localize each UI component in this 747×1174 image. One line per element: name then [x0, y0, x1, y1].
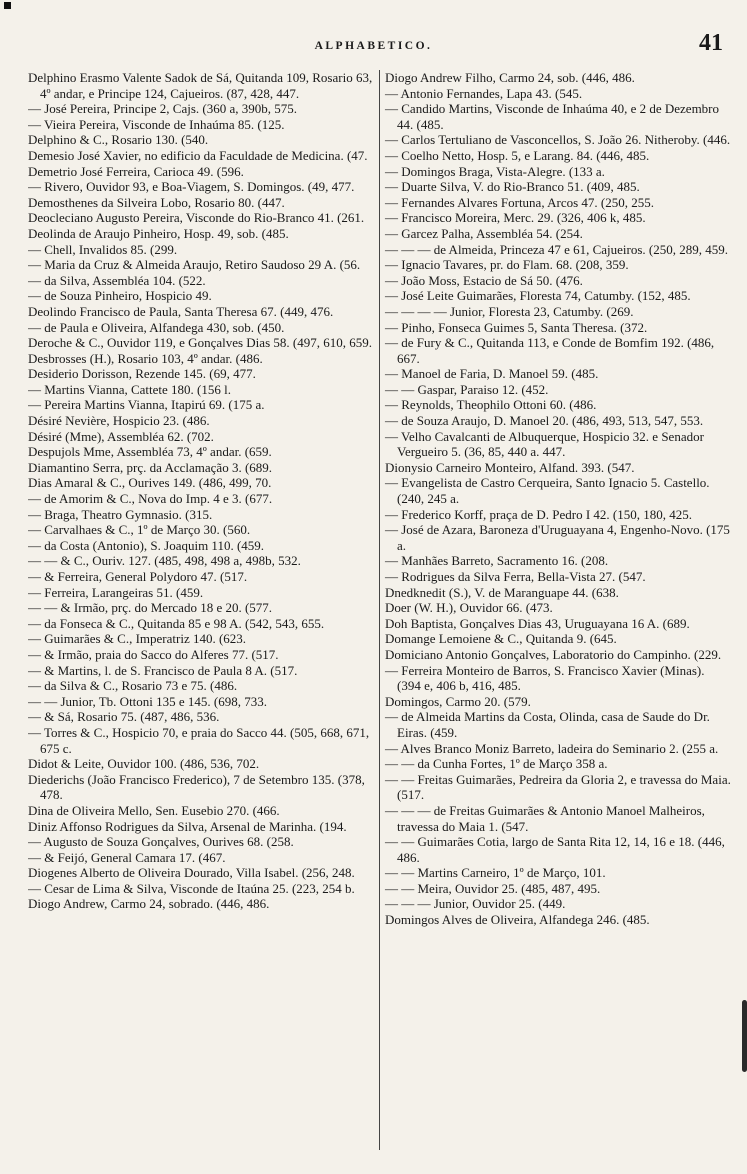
directory-entry: — Augusto de Souza Gonçalves, Ourives 68. (258.	[28, 834, 294, 850]
directory-entry: Diamantino Serra, prç. da Acclamação 3. (689.	[28, 459, 273, 475]
directory-entry: — Pinho, Fonseca Guimes 5, Santa Theresa. (372.	[385, 319, 648, 335]
page-edge-mark	[742, 1000, 747, 1072]
directory-entry: Deolinda de Araujo Pinheiro, Hosp. 49, sob. (485.	[28, 225, 289, 241]
page-header	[20, 30, 727, 60]
directory-entry: Diniz Affonso Rodrigues da Silva, Arsenal de Marinha. (194.	[28, 818, 347, 834]
directory-entry: — de Souza Pinheiro, Hospicio 49.	[28, 288, 212, 304]
directory-entry: Domange Lemoiene & C., Quitanda 9. (645.	[385, 631, 617, 647]
directory-entry: — de Almeida Martins da Costa, Olinda, casa de Saude do Dr. Eiras. (459.	[385, 709, 710, 740]
directory-entry: — & Sá, Rosario 75. (487, 486, 536.	[28, 709, 220, 725]
directory-entry: — & Martins, l. de S. Francisco de Paula 8 A. (517.	[28, 662, 298, 678]
directory-entry: Desbrosses (H.), Rosario 103, 4º andar. (486.	[28, 350, 263, 366]
directory-entry: — João Moss, Estacio de Sá 50. (476.	[385, 272, 583, 288]
directory-entry: — — da Cunha Fortes, 1º de Março 358 a.	[385, 756, 608, 772]
directory-entry: — & Irmão, praia do Sacco do Alferes 77. (517.	[28, 646, 279, 662]
directory-entry: — de Paula e Oliveira, Alfandega 430, sob. (450.	[28, 319, 285, 335]
left-column	[28, 70, 379, 1150]
directory-entry: — Frederico Korff, praça de D. Pedro I 42. (150, 180, 425.	[385, 506, 692, 522]
directory-entry: — & Feijó, General Camara 17. (467.	[28, 849, 226, 865]
directory-entry: Désiré (Mme), Assembléa 62. (702.	[28, 428, 214, 444]
directory-entry: — — Martins Carneiro, 1º de Março, 101.	[385, 865, 606, 881]
directory-entry: — — & C., Ouriv. 127. (485, 498, 498 a, 498b, 532.	[28, 553, 301, 569]
directory-entry: Despujols Mme, Assembléa 73, 4º andar. (659.	[28, 444, 272, 460]
directory-entry: — — Gaspar, Paraiso 12. (452.	[385, 381, 549, 397]
right-column	[379, 70, 731, 1150]
directory-entry: Diogo Andrew Filho, Carmo 24, sob. (446, 486.	[385, 70, 635, 85]
directory-entry: — Coelho Netto, Hosp. 5, e Larang. 84. (446, 485.	[385, 147, 650, 163]
directory-entry: — — & Irmão, prç. do Mercado 18 e 20. (577.	[28, 600, 273, 616]
directory-entry: Deocleciano Augusto Pereira, Visconde do Rio-Branco 41. (261.	[28, 210, 365, 226]
directory-entry: — José Pereira, Principe 2, Cajs. (360 a, 390b, 575.	[28, 101, 297, 117]
directory-entry: — & Ferreira, General Polydoro 47. (517.	[28, 569, 248, 584]
directory-entry: — Ferreira, Larangeiras 51. (459.	[28, 584, 204, 600]
directory-entry: — Braga, Theatro Gymnasio. (315.	[28, 506, 213, 522]
directory-entry: Deroche & C., Ouvidor 119, e Gonçalves Dias 58. (497, 610, 659.	[28, 335, 372, 351]
directory-entry: — — Freitas Guimarães, Pedreira da Gloria 2, e travessa do Maia. (517.	[385, 771, 731, 803]
directory-entry: Diogo Andrew, Carmo 24, sobrado. (446, 486.	[28, 896, 270, 912]
directory-entry: — Vieira Pereira, Visconde de Inhaúma 85. (125.	[28, 116, 285, 132]
directory-entry: Deolindo Francisco de Paula, Santa Theresa 67. (449, 476.	[28, 303, 334, 319]
directory-entry: Delphino & C., Rosario 130. (540.	[28, 132, 209, 148]
directory-entry: — Pereira Martins Vianna, Itapirú 69. (175 a.	[28, 397, 265, 413]
directory-entry: Dina de Oliveira Mello, Sen. Eusebio 270. (466.	[28, 802, 280, 818]
directory-entry: — Guimarães & C., Imperatriz 140. (623.	[28, 631, 247, 647]
directory-entry: Dnedknedit (S.), V. de Maranguape 44. (638.	[385, 584, 619, 600]
directory-entry: Delphino Erasmo Valente Sadok de Sá, Quitanda 109, Rosario 63, 4º andar, e Principe 124, Cajueiros. (87, 428, 447.	[28, 70, 373, 101]
directory-entry: Diogenes Alberto de Oliveira Dourado, Villa Isabel. (256, 248.	[28, 865, 355, 881]
directory-entry: — da Silva & C., Rosario 73 e 75. (486.	[28, 678, 238, 694]
directory-entry: — Rodrigues da Silva Ferra, Bella-Vista 27. (547.	[385, 569, 646, 584]
directory-entry: — da Fonseca & C., Quitanda 85 e 98 A. (542, 543, 655.	[28, 615, 325, 631]
directory-entry: Demosthenes da Silveira Lobo, Rosario 80. (447.	[28, 194, 285, 210]
directory-columns	[28, 70, 731, 1150]
directory-entry: — Duarte Silva, V. do Rio-Branco 51. (409, 485.	[385, 179, 640, 195]
directory-entry: — Reynolds, Theophilo Ottoni 60. (486.	[385, 397, 597, 413]
directory-entry: Domiciano Antonio Gonçalves, Laboratorio do Campinho. (229.	[385, 646, 722, 662]
directory-entry: — Candido Martins, Visconde de Inhaúma 40, e 2 de Dezembro 44. (485.	[385, 101, 720, 132]
directory-entry: — de Amorim & C., Nova do Imp. 4 e 3. (677.	[28, 491, 273, 507]
directory-entry: — Ignacio Tavares, pr. do Flam. 68. (208, 359.	[385, 257, 629, 273]
directory-entry: — Cesar de Lima & Silva, Visconde de Itaúna 25. (223, 254 b.	[28, 880, 355, 896]
directory-entry: — — — — Junior, Floresta 23, Catumby. (269.	[385, 303, 634, 319]
directory-entry: — Torres & C., Hospicio 70, e praia do Sacco 44. (505, 668, 671, 675 c.	[28, 724, 370, 756]
page-number: 41	[699, 30, 723, 56]
directory-entry: — Alves Branco Moniz Barreto, ladeira do Seminario 2. (255 a.	[385, 740, 719, 756]
directory-entry: — Ferreira Monteiro de Barros, S. Francisco Xavier (Minas). (394 e, 406 b, 416, 485.	[385, 662, 705, 694]
directory-entry: Demesio José Xavier, no edificio da Faculdade de Medicina. (47.	[28, 147, 368, 163]
directory-entry: — Martins Vianna, Cattete 180. (156 l.	[28, 381, 231, 397]
directory-entry: — Chell, Invalidos 85. (299.	[28, 241, 178, 257]
directory-entry: Dionysio Carneiro Monteiro, Alfand. 393. (547.	[385, 459, 635, 475]
directory-entry: — Domingos Braga, Vista-Alegre. (133 a.	[385, 163, 605, 179]
directory-entry: Doh Baptista, Gonçalves Dias 43, Uruguayana 16 A. (689.	[385, 615, 690, 631]
directory-entry: Domingos Alves de Oliveira, Alfandega 246. (485.	[385, 912, 650, 928]
directory-entry: Demetrio José Ferreira, Carioca 49. (596.	[28, 163, 244, 179]
directory-entry: — — Junior, Tb. Ottoni 135 e 145. (698, 733.	[28, 693, 268, 709]
directory-entry: Desiderio Dorisson, Rezende 145. (69, 477.	[28, 366, 256, 382]
directory-entry: — — Guimarães Cotia, largo de Santa Rita 12, 14, 16 e 18. (446, 486.	[385, 834, 725, 865]
directory-entry: — José Leite Guimarães, Floresta 74, Catumby. (152, 485.	[385, 288, 691, 304]
directory-entry: — da Silva, Assembléa 104. (522.	[28, 272, 206, 288]
directory-entry: — Antonio Fernandes, Lapa 43. (545.	[385, 85, 583, 101]
directory-entry: Désiré Nevière, Hospicio 23. (486.	[28, 413, 210, 429]
directory-entry: — Carvalhaes & C., 1º de Março 30. (560.	[28, 522, 251, 538]
directory-entry: Dias Amaral & C., Ourives 149. (486, 499, 70.	[28, 475, 272, 491]
directory-entry: — — Meira, Ouvidor 25. (485, 487, 495.	[385, 880, 601, 896]
directory-entry: Diederichs (João Francisco Frederico), 7 de Setembro 135. (378, 478.	[28, 771, 365, 803]
directory-entry: — Carlos Tertuliano de Vasconcellos, S. João 26. Nitheroby. (446.	[385, 132, 731, 148]
directory-entry: — Rivero, Ouvidor 93, e Boa-Viagem, S. Domingos. (49, 477.	[28, 179, 355, 195]
directory-entry: — Velho Cavalcanti de Albuquerque, Hospicio 32. e Senador Vergueiro 5. (36, 85, 440 a. 447.	[385, 428, 704, 460]
directory-entry: — Francisco Moreira, Merc. 29. (326, 406 k, 485.	[385, 210, 646, 226]
directory-entry: — de Fury & C., Quitanda 113, e Conde de Bomfim 192. (486, 667.	[385, 335, 715, 366]
directory-entry: — de Souza Araujo, D. Manoel 20. (486, 493, 513, 547, 553.	[385, 413, 704, 429]
directory-entry: — Manoel de Faria, D. Manoel 59. (485.	[385, 366, 599, 382]
directory-entry: — — — Junior, Ouvidor 25. (449.	[385, 896, 566, 912]
directory-entry: — Fernandes Alvares Fortuna, Arcos 47. (250, 255.	[385, 194, 654, 210]
directory-entry: — Garcez Palha, Assembléa 54. (254.	[385, 225, 583, 241]
directory-entry: Didot & Leite, Ouvidor 100. (486, 536, 702.	[28, 756, 260, 772]
directory-entry: — — — de Freitas Guimarães & Antonio Manoel Malheiros, travessa do Maia 1. (547.	[385, 802, 705, 834]
directory-entry: Doer (W. H.), Ouvidor 66. (473.	[385, 600, 553, 616]
directory-entry: — — — de Almeida, Princeza 47 e 61, Cajueiros. (250, 289, 459.	[385, 241, 728, 257]
directory-entry: — da Costa (Antonio), S. Joaquim 110. (459.	[28, 537, 265, 553]
directory-entry: — José de Azara, Baroneza d'Uruguayana 4, Engenho-Novo. (175 a.	[385, 522, 730, 553]
directory-entry: — Evangelista de Castro Cerqueira, Santo Ignacio 5. Castello. (240, 245 a.	[385, 475, 710, 507]
directory-entry: — Maria da Cruz & Almeida Araujo, Retiro Saudoso 29 A. (56.	[28, 257, 361, 273]
page-title: ALPHABETICO.	[314, 40, 433, 52]
directory-entry: Domingos, Carmo 20. (579.	[385, 693, 531, 709]
directory-entry: — Manhães Barreto, Sacramento 16. (208.	[385, 553, 609, 569]
corner-ink-mark	[4, 2, 11, 9]
